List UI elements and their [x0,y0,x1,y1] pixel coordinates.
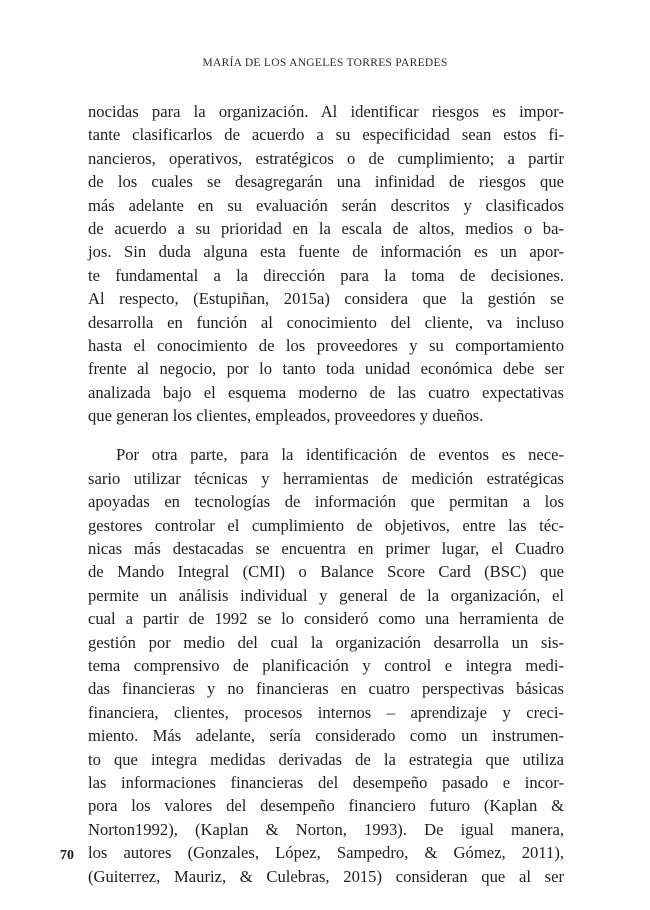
text-line: frente al negocio, por lo tanto toda unidad económica debe ser [88,359,564,379]
text-line: das financieras y no financieras en cuatro perspectivas básicas [88,679,564,699]
text-line: (Guiterrez, Mauriz, & Culebras, 2015) consideran que al ser [88,866,564,886]
text-line: financiera, clientes, procesos internos – aprendizaje y creci- [88,702,564,722]
text-line: nocidas para la organización. Al identificar riesgos es impor- [88,102,564,121]
text-line: Por otra parte, para la identificación de eventos es nece- [116,445,564,465]
text-line: desarrolla en función al conocimiento del cliente, va incluso [88,312,564,332]
text-line: analizada bajo el esquema moderno de las cuatro expectativas [88,382,564,402]
text-line: más adelante en su evaluación serán descritos y clasificados [88,195,564,215]
text-line: jos. Sin duda alguna esta fuente de información es un apor- [88,242,564,262]
text-line: de Mando Integral (CMI) o Balance Score Card (BSC) que [88,562,564,582]
text-line: Al respecto, (Estupiñan, 2015a) considera que la gestión se [88,289,564,309]
text-line: Norton1992), (Kaplan & Norton, 1993). De igual manera, [88,819,564,839]
text-line: nicas más destacadas se encuentra en primer lugar, el Cuadro [88,539,564,559]
text-line: nancieros, operativos, estratégicos o de cumplimiento; a partir [88,148,564,168]
text-line: tante clasificarlos de acuerdo a su especificidad sean estos fi- [88,125,564,145]
text-line: las informaciones financieras del desempeño pasado e incor- [88,772,564,792]
text-line: gestores controlar el cumplimiento de objetivos, entre las téc- [88,515,564,535]
body-text [88,100,564,904]
text-line: de los cuales se desagregarán una infinidad de riesgos que [88,172,564,192]
text-line: que generan los clientes, empleados, proveedores y dueños. [88,406,484,426]
page-number: 70 [60,848,74,863]
text-line: te fundamental a la dirección para la toma de decisiones. [88,265,564,285]
text-line: hasta el conocimiento de los proveedores y su comportamiento [88,335,564,355]
text-line: pora los valores del desempeño financiero futuro (Kaplan & [88,796,564,816]
text-line: tema comprensivo de planificación y control e integra medi- [88,655,564,675]
text-line: sario utilizar técnicas y herramientas de medición estratégicas [88,468,564,488]
text-line: los autores (Gonzales, López, Sampedro, & Gómez, 2011), [88,843,564,863]
text-line: miento. Más adelante, sería considerado como un instrumen- [88,726,564,746]
text-line: de acuerdo a su prioridad en la escala de altos, medios o ba- [88,218,564,238]
paragraph-2 [88,443,564,887]
text-line: cual a partir de 1992 se lo consideró como una herramienta de [88,609,564,629]
text-line: apoyadas en tecnologías de información que permitan a los [88,492,564,512]
running-header: MARÍA DE LOS ANGELES TORRES PAREDES [202,57,448,69]
text-line: gestión por medio del cual la organización desarrolla un sis- [88,632,564,652]
paragraph-1 [88,100,564,427]
text-line: permite un análisis individual y general de la organización, el [88,585,564,605]
text-line: to que integra medidas derivadas de la estrategia que utiliza [88,749,564,769]
